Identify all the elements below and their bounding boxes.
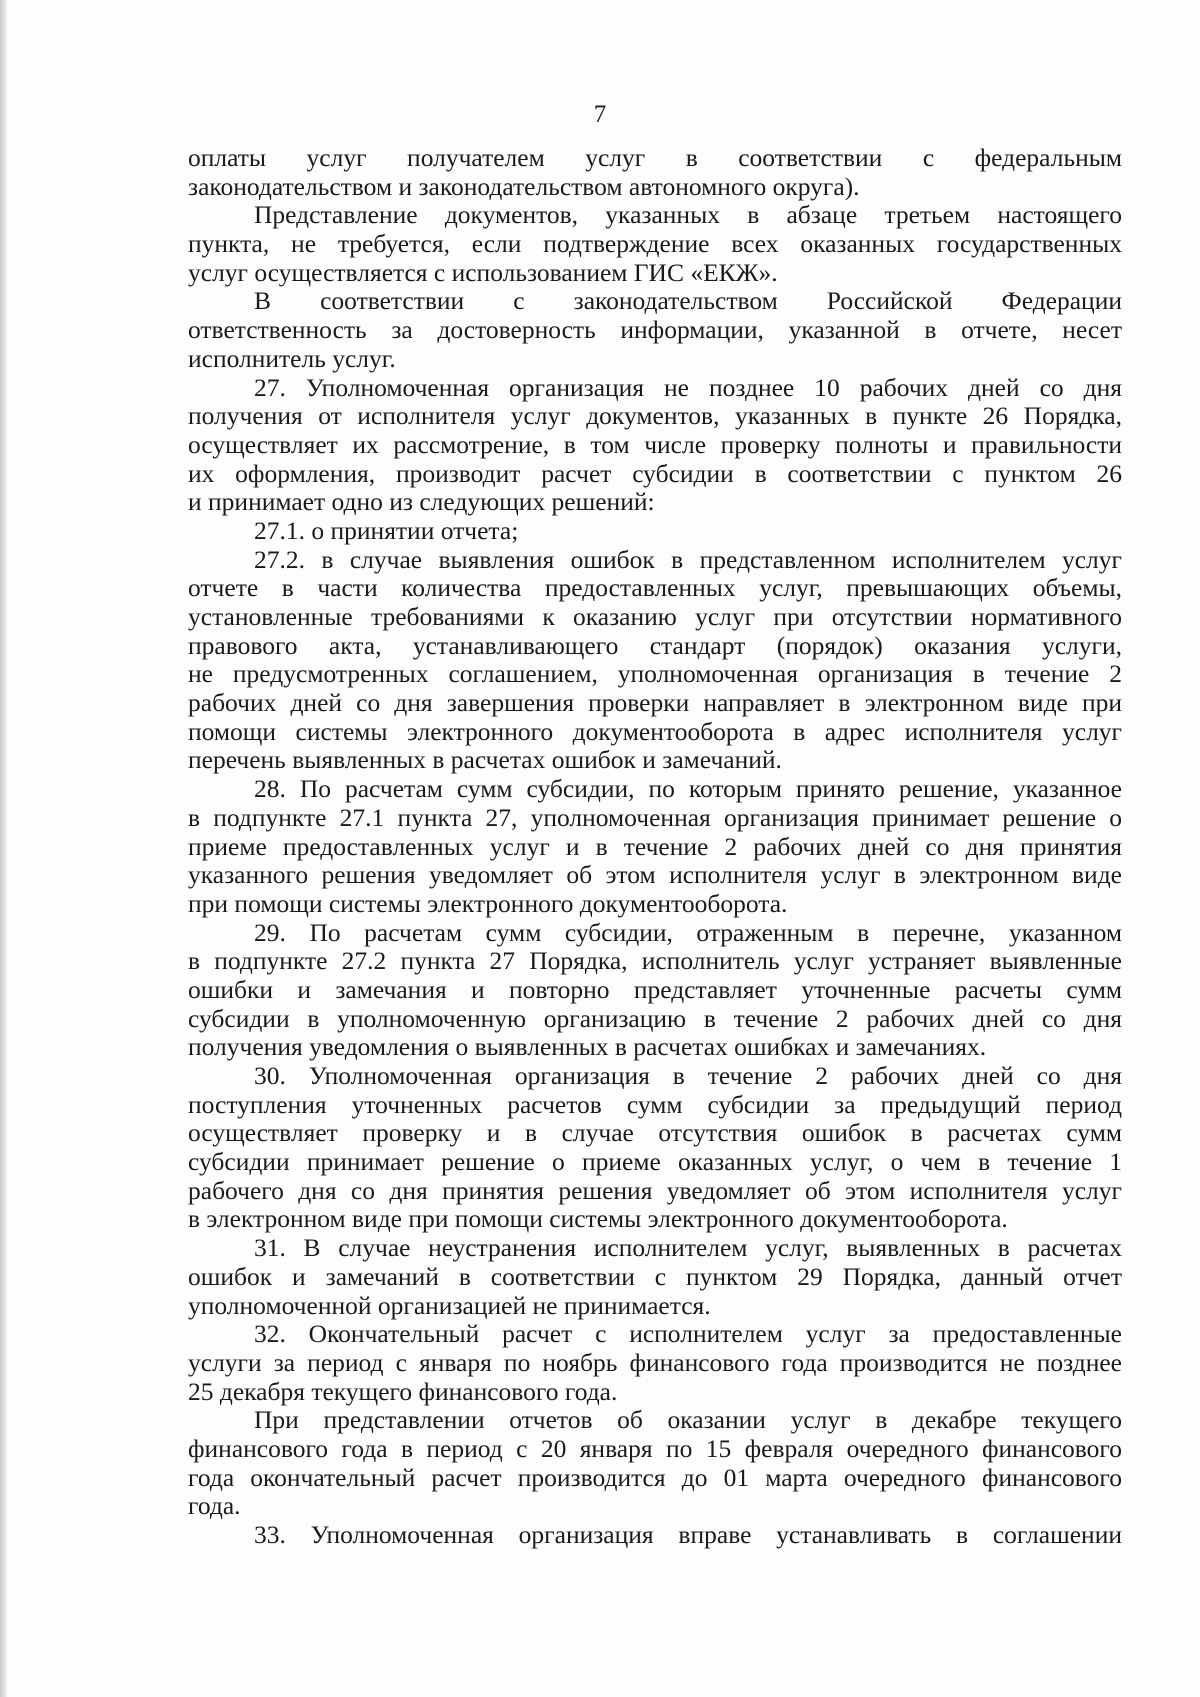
text-line: уполномоченной организацией не принимается.	[188, 1290, 711, 1320]
text-line: рабочего дня со дня принятия решения уведомляет об этом исполнителя услуг	[188, 1176, 1122, 1205]
text-line: исполнитель услуг.	[188, 343, 396, 373]
text-line: В соответствии с законодательством Российской Федерации	[254, 287, 1122, 316]
text-line: субсидии принимает решение о приеме оказанных услуг, о чем в течение 1	[188, 1148, 1122, 1177]
text-line: рабочих дней со дня завершения проверки направляет в электронном виде при	[188, 689, 1122, 718]
text-line: года.	[188, 1491, 241, 1521]
scan-edge	[0, 0, 7, 1697]
text-line: в подпункте 27.2 пункта 27 Порядка, исполнитель услуг устраняет выявленные	[188, 947, 1122, 976]
text-line: приеме предоставленных услуг и в течение 2 рабочих дней со дня принятия	[188, 832, 1122, 861]
text-line: не предусмотренных соглашением, уполномоченная организация в течение 2	[188, 660, 1122, 689]
text-line: указанного решения уведомляет об этом исполнителя услуг в электронном виде	[188, 861, 1122, 890]
document-body-text	[188, 144, 1122, 1550]
text-line: правового акта, устанавливающего стандарт (порядок) оказания услуги,	[188, 631, 1122, 660]
text-line: 27.1. о принятии отчета;	[254, 515, 519, 545]
text-line: услуг осуществляется с использованием ГИС «ЕКЖ».	[188, 257, 778, 287]
text-line: помощи системы электронного документооборота в адрес исполнителя услуг	[188, 717, 1122, 746]
text-line: 32. Окончательный расчет с исполнителем услуг за предоставленные	[254, 1320, 1122, 1349]
text-line: ответственность за достоверность информации, указанной в отчете, несет	[188, 316, 1122, 345]
text-line: их оформления, производит расчет субсидии в соответствии с пунктом 26	[188, 459, 1122, 488]
text-line: услуги за период с января по ноябрь финансового года производится не позднее	[188, 1348, 1122, 1377]
text-line: осуществляет проверку и в случае отсутствия ошибок в расчетах сумм	[188, 1119, 1122, 1148]
text-line: ошибки и замечания и повторно представляет уточненные расчеты сумм	[188, 975, 1122, 1004]
text-line: субсидии в уполномоченную организацию в течение 2 рабочих дней со дня	[188, 1004, 1122, 1033]
text-line: поступления уточненных расчетов сумм субсидии за предыдущий период	[188, 1090, 1122, 1119]
text-line: оплаты услуг получателем услуг в соответствии с федеральным	[188, 144, 1122, 172]
text-line: 31. В случае неустранения исполнителем услуг, выявленных в расчетах	[254, 1234, 1122, 1263]
text-line: в электронном виде при помощи системы электронного документооборота.	[188, 1204, 1008, 1234]
text-line: 29. По расчетам сумм субсидии, отраженным в перечне, указанном	[254, 918, 1122, 947]
text-line: ошибок и замечаний в соответствии с пунктом 29 Порядка, данный отчет	[188, 1262, 1122, 1291]
text-line: 27. Уполномоченная организация не позднее 10 рабочих дней со дня	[254, 373, 1122, 402]
text-line: 30. Уполномоченная организация в течение 2 рабочих дней со дня	[254, 1062, 1122, 1090]
text-line: 28. По расчетам сумм субсидии, по которым принято решение, указанное	[254, 775, 1122, 804]
text-line: 33. Уполномоченная организация вправе устанавливать в соглашении	[254, 1521, 1122, 1549]
text-line: пункта, не требуется, если подтверждение всех оказанных государственных	[188, 230, 1122, 259]
page-number: 7	[593, 101, 607, 128]
text-line: Представление документов, указанных в абзаце третьем настоящего	[254, 201, 1122, 230]
text-line: при помощи системы электронного документооборота.	[188, 888, 788, 918]
text-line: 25 декабря текущего финансового года.	[188, 1376, 618, 1406]
text-line: установленные требованиями к оказанию услуг при отсутствии нормативного	[188, 603, 1122, 631]
text-line: в подпункте 27.1 пункта 27, уполномоченная организация принимает решение о	[188, 803, 1122, 832]
text-line: года окончательный расчет производится до 01 марта очередного финансового	[188, 1463, 1122, 1492]
text-line: При представлении отчетов об оказании услуг в декабре текущего	[254, 1406, 1122, 1435]
text-line: получения от исполнителя услуг документов, указанных в пункте 26 Порядка,	[188, 402, 1122, 431]
text-line: и принимает одно из следующих решений:	[188, 487, 655, 517]
text-line: законодательством и законодательством автономного округа).	[188, 171, 860, 201]
text-line: отчете в части количества предоставленных услуг, превышающих объемы,	[188, 574, 1122, 603]
text-line: 27.2. в случае выявления ошибок в представленном исполнителем услуг	[254, 545, 1122, 574]
text-line: финансового года в период с 20 января по 15 февраля очередного финансового	[188, 1434, 1122, 1463]
text-line: получения уведомления о выявленных в расчетах ошибках и замечаниях.	[188, 1032, 987, 1062]
text-line: перечень выявленных в расчетах ошибок и замечаний.	[188, 745, 782, 775]
text-line: осуществляет их рассмотрение, в том числе проверку полноты и правильности	[188, 430, 1122, 459]
